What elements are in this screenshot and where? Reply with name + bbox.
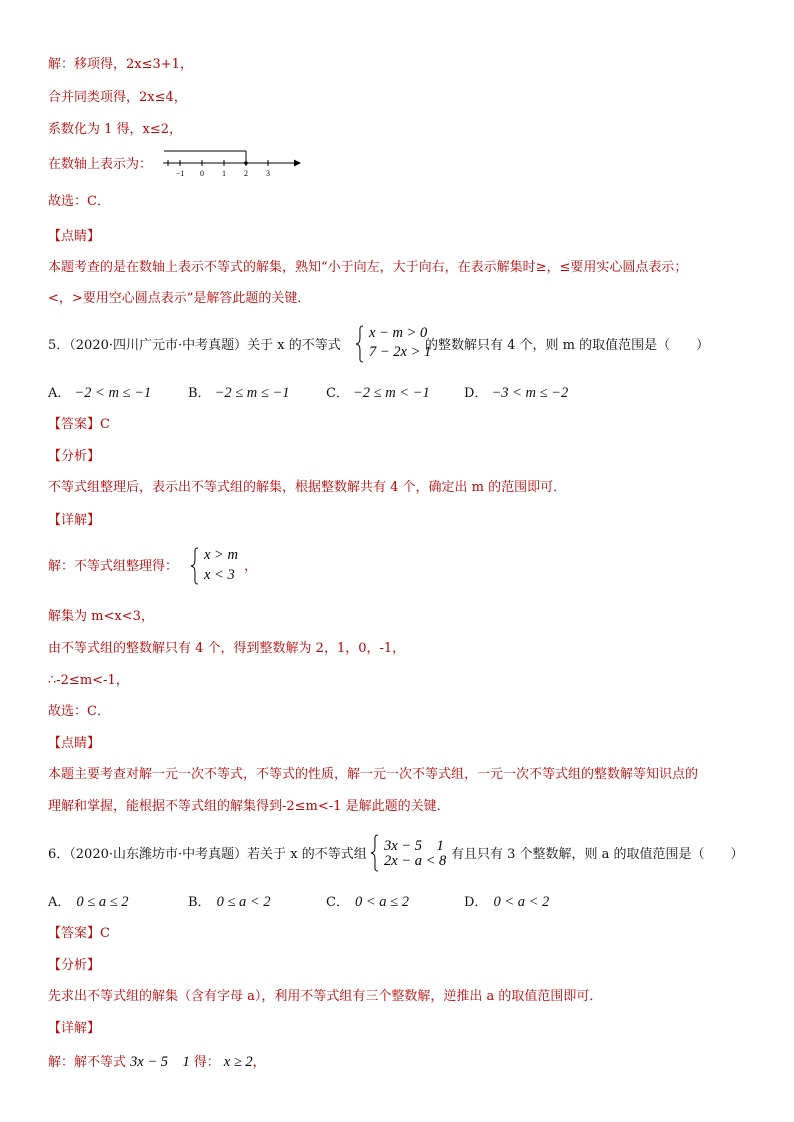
q6-solution-line <box>48 1053 266 1072</box>
tick-label: −1 <box>175 169 185 178</box>
q6-solution-inequality: 3x − 5 1 <box>130 1054 190 1070</box>
option-letter: A． <box>48 895 71 910</box>
q5-option-c[interactable] <box>326 384 430 403</box>
q6-system-row-1: 3x − 5 1 <box>384 838 444 854</box>
q5-option-b[interactable] <box>188 384 290 403</box>
q5-system-row-1: x − m > 0 <box>369 325 428 341</box>
numberline-label: 在数轴上表示为： <box>48 157 153 172</box>
option-letter: C． <box>326 895 349 910</box>
solution-step-2: 合并同类项得，2x≤4， <box>48 90 187 105</box>
q6-analysis: 先求出不等式组的解集（含有字母 a），利用不等式组有三个整数解，逆推出 a 的取值范围即可． <box>48 989 603 1004</box>
q6-solution-result: x ≥ 2 <box>223 1054 253 1070</box>
q6-inequality-system <box>370 834 450 874</box>
q5-step-1: 解集为 m<x<3， <box>48 609 154 624</box>
q6-option-c[interactable] <box>326 893 409 912</box>
dianjing-text-1: 本题考查的是在数轴上表示不等式的解集，熟知“小于向左，大于向右，在表示解集时≥，≤要用实心圆点表示； <box>48 260 688 275</box>
section-heading-dianjing: 【点睛】 <box>48 229 101 244</box>
q5-stem-post: 的整数解只有 4 个，则 m 的取值范围是（ ） <box>425 338 710 353</box>
q5-option-d[interactable] <box>464 384 568 403</box>
q5-option-a[interactable] <box>48 384 151 403</box>
q6-system-row-2: 2x − a < 8 <box>384 853 447 869</box>
solution-step-3: 系数化为 1 得，x≤2， <box>48 122 183 137</box>
option-text: 0 < a < 2 <box>493 894 550 910</box>
tick-label: 1 <box>222 169 226 178</box>
option-text: −3 < m ≤ −2 <box>491 385 569 401</box>
tick-label: 2 <box>244 169 248 178</box>
q5-choice: 故选：C． <box>48 704 110 719</box>
q6-option-a[interactable] <box>48 893 129 912</box>
q5-inequality-system <box>355 325 432 365</box>
option-letter: C． <box>326 386 349 401</box>
left-brace-icon <box>355 325 365 363</box>
q5-options <box>48 384 768 404</box>
option-text: −2 ≤ m < −1 <box>352 385 430 401</box>
q5-analysis: 不等式组整理后，表示出不等式组的解集，根据整数解共有 4 个，确定出 m 的范围即可． <box>48 480 567 495</box>
q5-solution-row-1: x > m <box>204 547 238 563</box>
number-line-figure <box>160 148 305 180</box>
choice-line: 故选：C． <box>48 194 110 209</box>
q6-solution-intro: 解：解不等式 <box>48 1055 127 1070</box>
q5-system-row-2: 7 − 2x > 1 <box>369 344 432 360</box>
section-heading-xiangjie: 【详解】 <box>48 1021 101 1036</box>
option-letter: A． <box>48 386 71 401</box>
left-brace-icon <box>370 834 380 872</box>
section-heading-fenxi: 【分析】 <box>48 449 101 464</box>
section-heading-dianjing: 【点睛】 <box>48 736 101 751</box>
q6-stem-post: 有且只有 3 个整数解，则 a 的取值范围是（ ） <box>451 847 744 862</box>
dianjing-text-2: <，>要用空心圆点表示”是解答此题的关键． <box>48 291 311 306</box>
q5-step-3: ∴-2≤m<-1， <box>48 673 129 688</box>
option-text: 0 ≤ a ≤ 2 <box>76 894 129 910</box>
option-letter: D． <box>464 386 488 401</box>
option-letter: B． <box>188 895 211 910</box>
q5-solution-comma: ， <box>244 559 258 574</box>
q5-answer: 【答案】C <box>48 417 110 432</box>
q5-dianjing-text-2: 理解和掌握，能根据不等式组的解集得到-2≤m<-1 是解此题的关键． <box>48 799 450 814</box>
left-brace-icon <box>190 547 200 585</box>
option-text: 0 < a ≤ 2 <box>354 894 409 910</box>
option-letter: B． <box>188 386 211 401</box>
q6-option-b[interactable] <box>188 893 271 912</box>
q5-solution-intro: 解：不等式组整理得： <box>48 559 179 574</box>
q5-dianjing-text-1: 本题主要考查对解一元一次不等式，不等式的性质，解一元一次不等式组，一元一次不等式组的整数解等知识点的 <box>48 767 699 782</box>
q6-stem-pre: 6．（2020·山东潍坊市·中考真题）若关于 x 的不等式组 <box>48 847 367 862</box>
q5-step-2: 由不等式组的整数解只有 4 个，得到整数解为 2，1，0，-1， <box>48 641 406 656</box>
tick-label: 0 <box>200 169 204 178</box>
tick-label: 3 <box>266 169 270 178</box>
solution-step-1: 解：移项得，2x≤3+1， <box>48 57 193 72</box>
q6-solution-comma: ， <box>252 1055 266 1070</box>
section-heading-xiangjie: 【详解】 <box>48 513 101 528</box>
section-heading-fenxi: 【分析】 <box>48 958 101 973</box>
q6-option-d[interactable] <box>464 893 549 912</box>
axis-arrow-icon <box>294 160 301 167</box>
option-letter: D． <box>464 895 488 910</box>
q6-solution-mid: 得： <box>193 1055 220 1070</box>
option-text: −2 ≤ m ≤ −1 <box>214 385 290 401</box>
q5-stem-pre: 5．（2020·四川广元市·中考真题）关于 x 的不等式 <box>48 338 341 353</box>
q6-answer: 【答案】C <box>48 926 110 941</box>
q5-stem <box>48 337 341 355</box>
q5-solution-system <box>190 547 250 587</box>
option-text: −2 < m ≤ −1 <box>74 385 152 401</box>
option-text: 0 ≤ a < 2 <box>216 894 271 910</box>
q6-options <box>48 893 768 913</box>
q5-solution-row-2: x < 3 <box>204 567 235 583</box>
